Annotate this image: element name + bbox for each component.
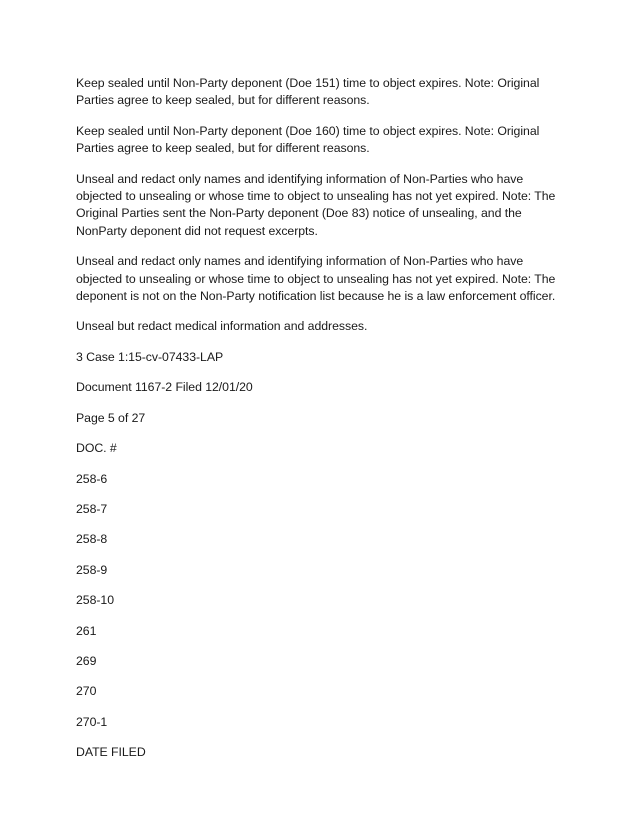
paragraph-doe-151: Keep sealed until Non-Party deponent (Doe 151) time to object expires. Note: Original Parties agree to keep sealed, but for different reasons.: [76, 76, 540, 108]
document-content: [76, 75, 566, 775]
doc-number-heading: DOC. #: [76, 441, 117, 456]
paragraph-law-enforcement: Unseal and redact only names and identifying information of Non-Parties who have objected to unsealing or whose time to object to unsealing has not yet expired. Note: The deponent is not on the Non-Party notification list because he is a law enforcement officer.: [76, 254, 556, 304]
paragraph-doe-160: Keep sealed until Non-Party deponent (Doe 160) time to object expires. Note: Original Parties agree to keep sealed, but for different reasons.: [76, 123, 540, 156]
paragraph-medical-redaction: Unseal but redact medical information and addresses.: [76, 319, 368, 334]
document-filed-line: Document 1167-2 Filed 12/01/20: [76, 380, 253, 395]
doc-number-item: 258-7: [76, 501, 108, 516]
case-number-line: 3 Case 1:15-cv-07433-LAP: [76, 349, 224, 364]
doc-number-item: 258-8: [76, 532, 108, 547]
doc-number-item: 258-10: [76, 593, 114, 608]
doc-number-item: 258-6: [76, 471, 108, 486]
page-number-line: Page 5 of 27: [76, 410, 146, 425]
doc-number-item: 261: [76, 623, 97, 638]
doc-number-item: 269: [76, 653, 97, 668]
date-filed-heading: DATE FILED: [76, 745, 146, 760]
doc-number-item: 270-1: [76, 714, 108, 729]
doc-number-item: 270: [76, 684, 97, 699]
doc-number-item: 258-9: [76, 562, 108, 577]
paragraph-doe-83: Unseal and redact only names and identifying information of Non-Parties who have objected to unsealing or whose time to object to unsealing has not yet expired. Note: The Original Parties sent the Non-Party deponent (Doe 83) notice of unsealing, and the NonParty deponent did not request excerpts.: [76, 171, 556, 238]
